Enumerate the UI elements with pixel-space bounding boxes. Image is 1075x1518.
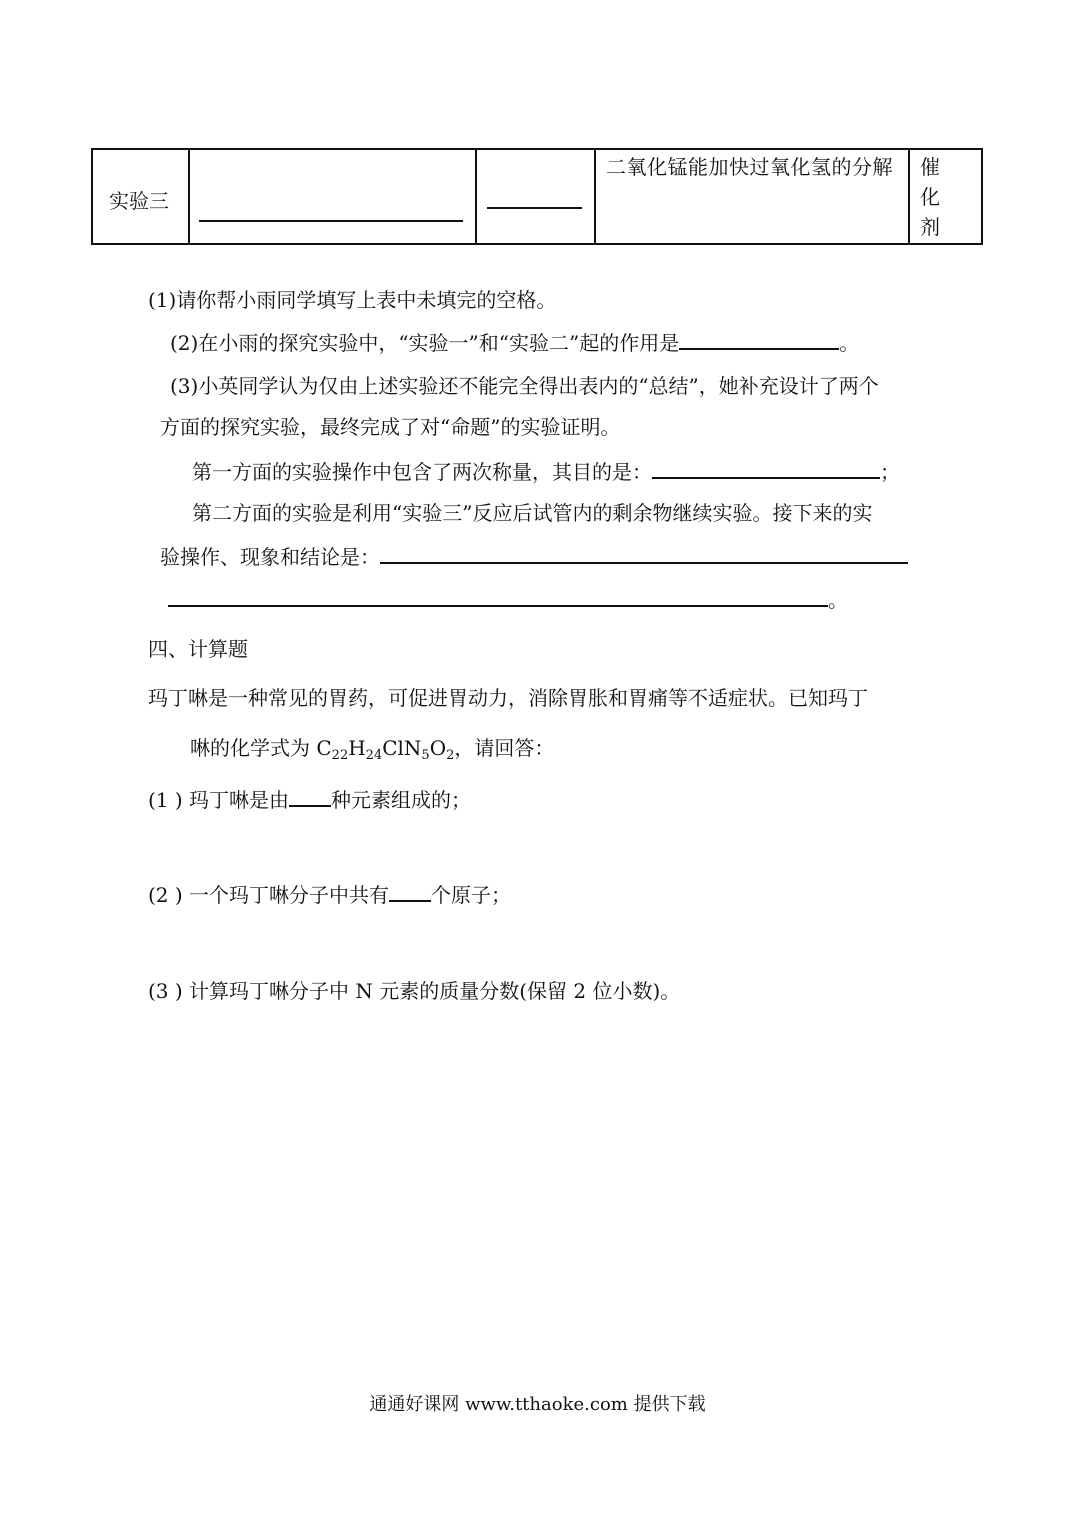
operation-cell [189, 149, 476, 244]
summary-text: 催化剂 [920, 155, 954, 239]
part-3: (3 ) 计算玛丁啉分子中 N 元素的质量分数(保留 2 位小数)。 [148, 979, 681, 1003]
formula-cln: ClN [382, 736, 422, 760]
question-3b-blank-2[interactable] [168, 585, 828, 607]
question-2-blank[interactable] [679, 328, 839, 350]
part-1-pre: (1 ) 玛丁啉是由 [148, 788, 290, 812]
row-label-cell [92, 149, 189, 244]
question-3b-line3 [168, 585, 848, 614]
formula-h: H [348, 736, 366, 760]
question-2-text: (2)在小雨的探究实验中，“实验一”和“实验二”起的作用是 [170, 331, 680, 355]
question-3-line2: 方面的探究实验，最终完成了对“命题”的实验证明。 [160, 415, 621, 439]
formula-h-sub: 24 [365, 748, 383, 763]
footer-source: 通通好课网 www.tthaoke.com 提供下载 [369, 1394, 706, 1415]
formula-c-sub: 22 [331, 748, 349, 763]
part-1-post: 种元素组成的； [331, 788, 472, 812]
question-2 [170, 328, 859, 357]
formula-n-sub: 5 [421, 748, 430, 763]
row-label: 实验三 [109, 189, 169, 213]
question-3-line1: (3)小英同学认为仅由上述实验还不能完全得出表内的“总结”，她补充设计了两个 [170, 374, 879, 398]
table-row [92, 149, 982, 244]
question-3a-text: 第一方面的实验操作中包含了两次称量，其目的是： [192, 460, 652, 484]
question-3b-line1: 第二方面的实验是利用“实验三”反应后试管内的剩余物继续实验。接下来的实 [192, 501, 873, 525]
phenomenon-cell [476, 149, 595, 244]
question-3b-end: 。 [828, 588, 848, 612]
part-2 [148, 880, 511, 909]
operation-blank[interactable] [199, 220, 463, 222]
question-1: (1)请你帮小雨同学填写上表中未填完的空格。 [148, 288, 557, 312]
question-3b-text: 验操作、现象和结论是： [160, 545, 380, 569]
part-1 [148, 785, 471, 814]
question-3a [192, 457, 900, 486]
formula-c: C [316, 736, 332, 760]
part-2-post: 个原子； [431, 883, 512, 907]
part-1-blank[interactable] [289, 785, 331, 807]
intro-line2-post: ，请回答： [454, 736, 555, 760]
formula-o-sub: 2 [446, 748, 455, 763]
formula-o: O [429, 736, 447, 760]
section-heading: 四、计算题 [148, 637, 248, 661]
intro-line2-pre: 啉的化学式为 [190, 736, 317, 760]
chemical-formula [316, 736, 455, 763]
question-2-end: 。 [839, 331, 860, 355]
intro-line2 [190, 734, 554, 762]
part-2-pre: (2 ) 一个玛丁啉分子中共有 [148, 883, 390, 907]
question-3a-end: ； [880, 460, 900, 484]
question-3b-blank-1[interactable] [380, 542, 908, 564]
experiment-table [91, 148, 983, 245]
question-3a-blank[interactable] [652, 457, 880, 479]
conclusion-cell [595, 149, 909, 244]
phenomenon-blank[interactable] [487, 207, 582, 209]
question-3b-line2 [160, 542, 908, 571]
part-2-blank[interactable] [389, 880, 431, 902]
summary-cell [909, 149, 982, 244]
intro-line1: 玛丁啉是一种常见的胃药，可促进胃动力，消除胃胀和胃痛等不适症状。已知玛丁 [148, 686, 868, 710]
conclusion-text: 二氧化锰能加快过氧化氢的分解 [606, 155, 893, 179]
